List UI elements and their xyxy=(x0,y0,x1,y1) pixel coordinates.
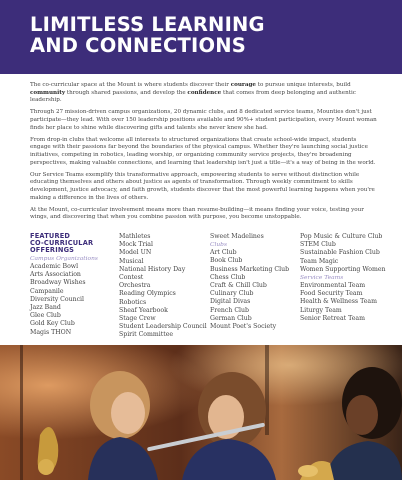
offerings-column-4 xyxy=(300,233,384,323)
list-item: French Club xyxy=(210,306,249,314)
list-item: Business Marketing Club xyxy=(210,265,290,273)
intro-paragraph-5: At the Mount, co-curricular involvement means more than resume-building—it means finding your voice, testing your wings, and discovering that when you combine passion with purpose, you become unstoppable. xyxy=(30,206,364,221)
list-item: Environmental Team xyxy=(300,282,366,290)
list-item: Sweet Madelines xyxy=(210,233,264,240)
offerings-heading-line: OFFERINGS xyxy=(30,246,75,254)
list-item: Health & Wellness Team xyxy=(300,298,377,306)
offerings-column-1 xyxy=(30,233,114,337)
list-item: Book Club xyxy=(210,257,243,265)
intro-paragraph-1 xyxy=(30,82,378,105)
header-banner xyxy=(0,0,402,74)
list-item: Craft & Chill Club xyxy=(210,282,267,290)
list-item: Senior Retreat Team xyxy=(300,314,365,322)
list-item: Model UN xyxy=(119,249,152,257)
intro-text-run: The co-curricular space at the Mount is where students discover their xyxy=(30,82,231,88)
list-item: Orchestra xyxy=(119,282,151,290)
offerings-column-3 xyxy=(210,233,294,331)
orchestra-photo-illustration xyxy=(0,345,402,480)
list-item: Diversity Council xyxy=(30,295,85,303)
list-item: Culinary Club xyxy=(210,290,254,298)
offerings-section xyxy=(30,232,386,339)
list-item: Arts Association xyxy=(30,271,81,279)
intro-text-run: that comes from deep belonging and authentic leadership. xyxy=(30,89,356,104)
page-title-line-1: LIMITLESS LEARNING xyxy=(30,13,265,36)
intro-text-run: to pursue unique interests, build xyxy=(255,82,351,88)
list-item: Team Magic xyxy=(300,257,339,265)
list-item: Glee Club xyxy=(30,312,61,320)
intro-paragraph-2: Through 27 mission-driven campus organizations, 20 dynamic clubs, and 8 dedicated service teams, Mounties don't just participate—they lead. With over 150 leadership positions available and 90%+ student participation, every Mount woman finds her place to shine while discovering gifts and talents she never knew she had. xyxy=(30,109,377,131)
page-title-line-2: AND CONNECTIONS xyxy=(30,34,247,57)
offerings-column-2 xyxy=(119,233,205,340)
list-item: Art Club xyxy=(210,249,237,257)
list-item: Women Supporting Women xyxy=(300,265,386,273)
emphasis-community: community xyxy=(30,89,66,96)
list-item: Pop Music & Culture Club xyxy=(300,233,383,240)
list-item: Mount Poet's Society xyxy=(210,323,277,331)
list-item: Stage Crew xyxy=(119,315,156,323)
list-item: Robotics xyxy=(119,298,147,306)
category-service-teams: Service Teams xyxy=(300,275,344,282)
list-item: Musical xyxy=(119,257,144,265)
list-item: Jazz Band xyxy=(30,304,61,312)
list-item: Chess Club xyxy=(210,273,246,281)
intro-text-run: through shared passions, and develop the xyxy=(65,89,188,96)
orchestra-photo xyxy=(0,345,402,480)
list-item: Liturgy Team xyxy=(300,306,342,314)
list-item: Mock Trial xyxy=(119,241,153,249)
list-item: STEM Club xyxy=(300,241,336,249)
intro-paragraph-4: Our Service Teams exemplify this transformative approach, empowering students to serve without distinction while educating themselves and others about justice as agents of transformation. Through weekly commitment to skills development, justice advocacy, and faith growth, students discover that the most powerful learning happens when you're making a difference in the lives of others. xyxy=(30,171,375,201)
list-item: Campanile xyxy=(30,287,64,295)
list-item: Spirit Committee xyxy=(119,331,174,339)
list-item: Gold Key Club xyxy=(30,320,75,328)
offerings-heading-line: FEATURED xyxy=(30,232,71,240)
list-item: Academic Bowl xyxy=(30,263,79,270)
list-item: Reading Olympics xyxy=(119,290,176,298)
list-item: Magis THON xyxy=(30,328,72,336)
page-title xyxy=(30,14,265,56)
offerings-heading xyxy=(30,233,114,254)
list-item: German Club xyxy=(210,314,252,322)
intro-paragraph-3: From drop-in clubs that welcome all interests to structured organizations that create school-wide impact, students engage with their passions far beyond the boundaries of the physical campus. Whether they're launching social justice initiatives, competing in robotics, leading worship, or organizing community service projects, they're broadening perspectives, making valuable connections, and learning that leadership isn't just a title—it's a way of being in the world. xyxy=(30,136,376,166)
category-campus-organizations: Campus Organizations xyxy=(30,256,98,262)
intro-text xyxy=(30,82,378,226)
emphasis-confidence: confidence xyxy=(187,89,222,96)
emphasis-courage: courage xyxy=(230,82,256,88)
list-item: Sheaf Yearbook xyxy=(119,306,168,314)
category-clubs: Clubs xyxy=(210,242,227,249)
list-item: Food Security Team xyxy=(300,290,363,298)
offerings-heading-line: CO-CURRICULAR xyxy=(30,239,94,247)
list-item: Sustainable Fashion Club xyxy=(300,249,380,257)
list-item: Broadway Wishes xyxy=(30,279,86,287)
list-item: Digital Divas xyxy=(210,298,251,306)
list-item: National History Day Contest xyxy=(119,265,186,282)
list-item: Student Leadership Council xyxy=(119,323,207,331)
list-item: Mathletes xyxy=(119,233,151,240)
